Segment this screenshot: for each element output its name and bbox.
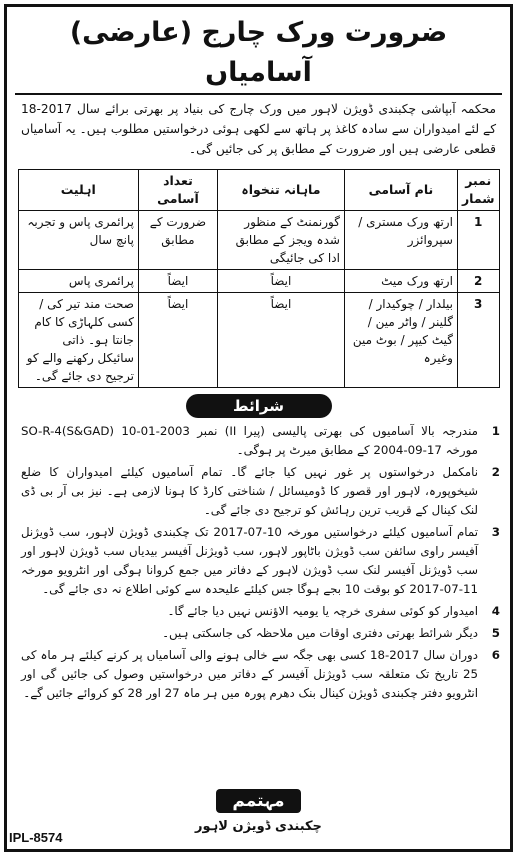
row-qualification: صحت مند تیر کی / کسی کلہاڑی کا کام جانتا ہو۔ ذاتی سائیکل رکھنے والے کو ترجیح دی جائے گی۔: [18, 293, 138, 388]
condition-item: [21, 624, 500, 643]
header-num: نمبر شمار: [457, 170, 499, 211]
condition-text: تمام آسامیوں کیلئے درخواستیں مورخہ 10-07-2017 تک چکبندی ڈویژن لاہور، سب ڈویژنل آفیسر راوی سائفن سب ڈویژن باٹاپور لاہور، سب ڈویژنل آفیسر بیدیاں سب ڈویژن لاہور اور سب ڈویژنل آفیسر لنک سب ڈویژن لاہور کے دفاتر میں جمع کروانا ہوگی اور انٹرویو مورخہ 11-07-2017 کو بوقت 10 بجے ہوگا جس کیلئے علیحدہ سے کوئی اطلاع نہ دی جائے گی۔: [21, 525, 478, 596]
condition-number: 2: [491, 465, 500, 479]
condition-item: [21, 602, 500, 621]
row-num: 2: [457, 270, 499, 293]
row-num: 1: [457, 211, 499, 270]
condition-text: نامکمل درخواستوں پر غور نہیں کیا جائے گا۔ تمام آسامیوں کیلئے امیدواران کا ضلع شیخوپورہ، لاہور اور قصور کا ڈومیسائل / شناختی کارڈ کا ہونا لازمی ہے۔ نیز بی آر بی ڈی لنک کینال کے قریب ترین رہائش کو ترجیح دی جائے گی۔: [21, 465, 478, 517]
header-qualification: اہلیت: [18, 170, 138, 211]
condition-item: [21, 422, 500, 460]
condition-text: دوران سال 2017-18 کسی بھی جگہ سے خالی ہونے والی آسامیاں پر کرنے کیلئے ہر ماہ کی 25 تاریخ تک متعلقہ سب ڈویژنل آفیسر کے دفاتر میں درخواستیں وصول کی جائیں گی اور انٹرویو دفتر چکبندی ڈویژن کینال بنک دھرم پورہ میں ہر ماہ 27 اور 28 کو کروائے جائیں گے۔: [21, 648, 479, 700]
table-row: [18, 270, 499, 293]
header-count: تعداد آسامی: [138, 170, 217, 211]
row-count: ضرورت کے مطابق: [138, 211, 217, 270]
conditions-list: [21, 422, 500, 703]
row-num: 3: [457, 293, 499, 388]
row-salary: ایضاً: [217, 293, 344, 388]
row-post: ارتھ ورک میٹ: [344, 270, 457, 293]
table-row: [18, 293, 499, 388]
table-header-row: [18, 170, 499, 211]
condition-number: 1: [491, 424, 500, 438]
intro-paragraph: محکمہ آبپاشی چکبندی ڈویژن لاہور میں ورک چارج کی بنیاد پر بھرتی برائے سال 2017-18 کے لئے امیدواران سے سادہ کاغذ پر ہاتھ سے لکھی ہوئی درخواستیں مطلوب ہیں۔ یہ آسامیاں قطعی عارضی ہیں اور ضرورت کے مطابق پر کی جائیں گی۔: [21, 102, 496, 156]
row-salary: ایضاً: [217, 270, 344, 293]
jobs-table: [18, 169, 500, 388]
condition-number: 5: [491, 626, 500, 640]
condition-item: [21, 523, 500, 599]
ad-title: ضرورت ورک چارج (عارضی) آسامیاں: [15, 13, 502, 95]
header-salary: ماہانہ تنخواہ: [217, 170, 344, 211]
row-post: بیلدار / چوکیدار / گلینر / واٹر مین / گیٹ کیپر / بوٹ مین وغیرہ: [344, 293, 457, 388]
table-row: [18, 211, 499, 270]
signature-title: مہتمم: [216, 789, 300, 813]
condition-item: [21, 463, 500, 520]
row-count: ایضاً: [138, 270, 217, 293]
condition-number: 3: [491, 525, 500, 539]
row-qualification: پرائمری پاس: [18, 270, 138, 293]
header-post: نام آسامی: [344, 170, 457, 211]
row-post: ارتھ ورک مستری / سپروائزر: [344, 211, 457, 270]
condition-number: 4: [491, 604, 500, 618]
condition-item: [21, 646, 500, 703]
row-qualification: پرائمری پاس و تجربہ پانچ سال: [18, 211, 138, 270]
condition-number: 6: [491, 648, 500, 662]
signature-block: [7, 789, 510, 834]
row-salary: گورنمنٹ کے منظور شدہ ویجز کے مطابق ادا کی جائیگی: [217, 211, 344, 270]
conditions-heading: شرائط: [186, 394, 332, 418]
condition-text: امیدوار کو کوئی سفری خرچہ یا یومیہ الاؤنس نہیں دیا جائے گا۔: [167, 604, 478, 618]
row-count: ایضاً: [138, 293, 217, 388]
condition-text: مندرجہ بالا آسامیوں کی بھرتی پالیسی (پیرا II) نمبر SO-R-4(S&GAD) 10-01-2003 مورخہ 17-09-2004 کے مطابق میرٹ پر ہوگی۔: [21, 424, 478, 457]
ipl-code: IPL-8574: [9, 830, 63, 845]
condition-text: دیگر شرائط بھرتی دفتری اوقات میں ملاحظہ کی جاسکتی ہیں۔: [162, 626, 478, 640]
signature-subtitle: چکبندی ڈویژن لاہور: [195, 819, 322, 834]
advertisement-page: [4, 4, 513, 852]
